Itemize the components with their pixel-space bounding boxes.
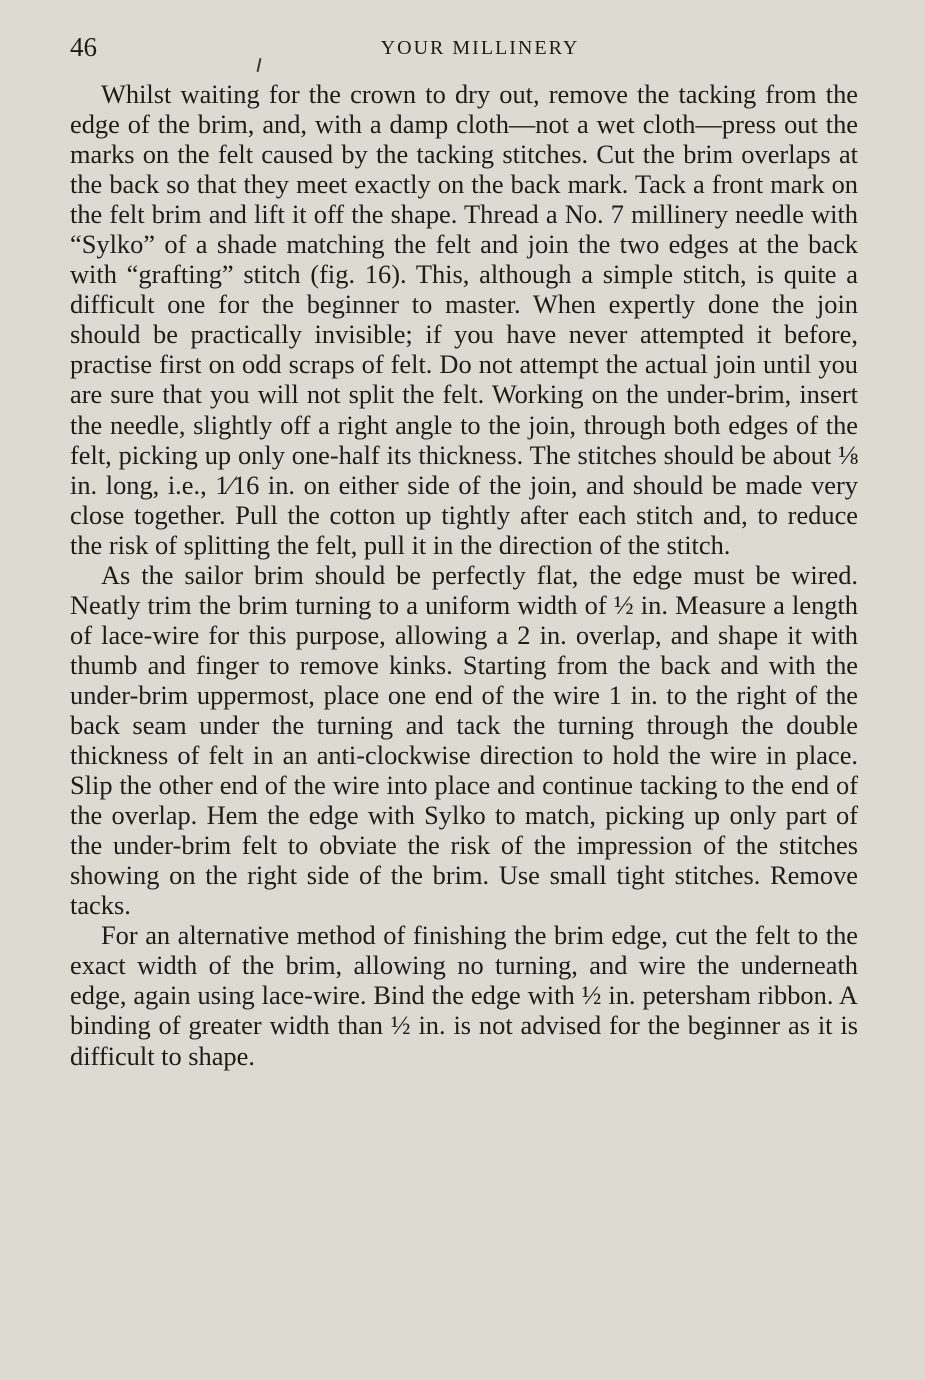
- paragraph-binding: For an alternative method of finishing the brim edge, cut the felt to the exact width of the brim, allowing no turning, and wire the underneath edge, again using lace-wire. Bind the edge with ½ in. petersham ribbon. A binding of greater width than ½ in. is not advised for the beginner as it is difficult to shape.: [70, 920, 858, 1071]
- body-text: [70, 79, 858, 1071]
- running-head: YOUR MILLINERY: [380, 37, 580, 59]
- paragraph-grafting: Whilst waiting for the crown to dry out, remove the tacking from the edge of the brim, and, with a damp cloth—not a wet cloth—press out the marks on the felt caused by the tacking stitches. Cut the brim overlaps at the back so that they meet exactly on the back mark. Tack a front mark on the felt brim and lift it off the shape. Thread a No. 7 millinery needle with “Sylko” of a shade matching the felt and join the two edges at the back with “grafting” stitch (fig. 16). This, although a simple stitch, is quite a difficult one for the beginner to master. When expertly done the join should be practically invisible; if you have never attempted it before, practise first on odd scraps of felt. Do not attempt the actual join until you are sure that you will not split the felt. Working on the under-brim, insert the needle, slightly off a right angle to the join, through both edges of the felt, picking up only one-half its thickness. The stitches should be about ⅛ in. long, i.e., 1⁄16 in. on either side of the join, and should be made very close together. Pull the cotton up tightly after each stitch and, to reduce the risk of splitting the felt, pull it in the direction of the stitch.: [70, 79, 858, 560]
- paragraph-wiring: As the sailor brim should be perfectly flat, the edge must be wired. Neatly trim the brim turning to a uniform width of ½ in. Measure a length of lace-wire for this purpose, allowing a 2 in. overlap, and shape it with thumb and finger to remove kinks. Starting from the back and with the under-brim uppermost, place one end of the wire 1 in. to the right of the back seam under the turning and tack the turning through the double thickness of felt in an anti-clockwise direction to hold the wire in place. Slip the other end of the wire into place and continue tacking to the end of the overlap. Hem the edge with Sylko to match, picking up only part of the under-brim felt to obviate the risk of the impression of the stitches showing on the right side of the brim. Use small tight stitches. Remove tacks.: [70, 559, 858, 921]
- page-number: 46: [70, 32, 97, 62]
- page-header: [70, 30, 860, 66]
